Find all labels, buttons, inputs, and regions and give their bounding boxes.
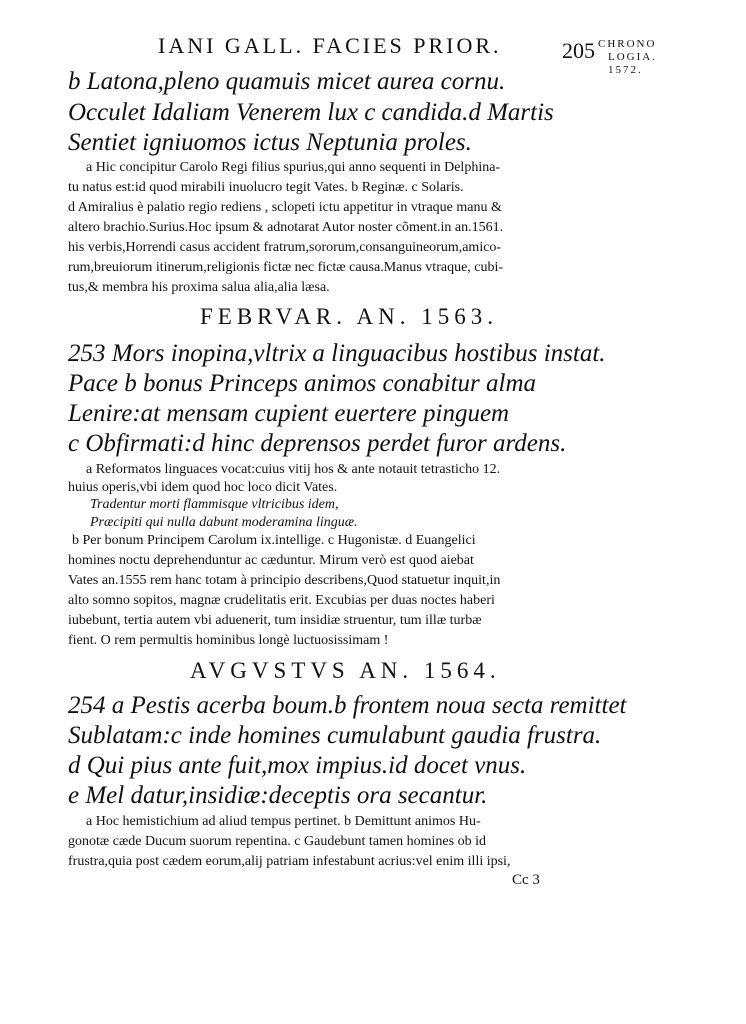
commentary-line: a Hoc hemistichium ad aliud tempus pertinet. b Demittunt animos Hu- xyxy=(86,814,481,829)
verse-line: 254 a Pestis acerba boum.b frontem noua secta remittet xyxy=(68,692,627,719)
commentary-line: rum,breuiorum itinerum,religionis fictæ nec fictæ causa.Manus vtraque, cubi- xyxy=(68,260,504,275)
verse-line: 253 Mors inopina,vltrix a linguacibus hostibus instat. xyxy=(68,340,606,367)
commentary-line: fient. O rem permultis hominibus longè luctuosissimam ! xyxy=(68,633,389,648)
commentary-line: his verbis,Horrendi casus accident fratrum,sororum,consanguineorum,amico- xyxy=(68,240,502,255)
verse-line: Pace b bonus Princeps animos conabitur alma xyxy=(68,370,537,397)
section-heading: FEBRVAR. AN. 1563. xyxy=(200,304,498,329)
commentary-line: huius operis,vbi idem quod hoc loco dicit Vates. xyxy=(68,480,338,495)
commentary-line: b Per bonum Principem Carolum ix.intellige. c Hugonistæ. d Euangelici xyxy=(72,533,476,548)
verse-line: Sentiet igniuomos ictus Neptunia proles. xyxy=(68,129,472,156)
quoted-verse: Tradentur morti flammisque vltricibus idem, xyxy=(90,497,339,512)
commentary-line: tus,& membra his proxima salua alia,alia læsa. xyxy=(68,280,330,295)
commentary-line: Vates an.1555 rem hanc totam à principio describens,Quod statuetur inquit,in xyxy=(68,573,501,588)
quoted-verse: Præcipiti qui nulla dabunt moderamina linguæ. xyxy=(90,515,358,530)
chronologia-marginal xyxy=(598,38,657,77)
signature-mark: Cc 3 xyxy=(512,872,540,888)
commentary-line: tu natus est:id quod mirabili inuolucro tegit Vates. b Reginæ. c Solaris. xyxy=(68,180,464,195)
commentary-line: a Hic concipitur Carolo Regi filius spurius,qui anno sequenti in Delphina- xyxy=(86,160,501,175)
verse-line: Occulet Idaliam Venerem lux c candida.d Martis xyxy=(68,99,554,126)
running-title: IANI GALL. FACIES PRIOR. xyxy=(158,33,502,58)
page-number: 205 xyxy=(562,38,595,63)
commentary-line: alto somno sopitos, magnæ crudelitatis erit. Excubias per duas noctes haberi xyxy=(68,593,495,608)
chrono-line-2: LOGIA. xyxy=(608,51,657,63)
commentary-line: altero brachio.Surius.Hoc ipsum & adnotarat Autor noster cõment.in an.1561. xyxy=(68,220,504,235)
commentary-line: d Amiralius è palatio regio rediens , sclopeti ictu appetitur in vtraque manu & xyxy=(68,200,502,215)
commentary-line: iubebunt, tertia autem vbi aduenerit, tum insidiæ struentur, tum illæ turbæ xyxy=(68,613,482,628)
verse-line: e Mel datur,insidiæ:deceptis ora secantur. xyxy=(68,782,488,809)
commentary-line: frustra,quia post cædem eorum,alij patriam infestabunt acrius:vel enim illi ipsi, xyxy=(68,854,511,869)
chrono-line-3: 1572. xyxy=(608,64,643,76)
section-heading: AVGVSTVS AN. 1564. xyxy=(190,658,501,683)
commentary-line: gonotæ cæde Ducum suorum repentina. c Gaudebunt tamen homines ob id xyxy=(68,834,486,849)
chrono-line-1: CHRONO xyxy=(598,38,657,50)
verse-line: Sublatam:c inde homines cumulabunt gaudia frustra. xyxy=(68,722,602,749)
verse-line: b Latona,pleno quamuis micet aurea cornu. xyxy=(68,68,506,95)
verse-line: Lenire:at mensam cupient euertere pinguem xyxy=(68,400,510,427)
verse-line: c Obfirmati:d hinc deprensos perdet furor ardens. xyxy=(68,430,567,457)
commentary-line: a Reformatos linguaces vocat:cuius vitij hos & ante notauit tetrasticho 12. xyxy=(86,462,501,477)
verse-line: d Qui pius ante fuit,mox impius.id docet vnus. xyxy=(68,752,527,779)
commentary-line: homines noctu deprehenduntur ac cæduntur. Mirum verò est quod aiebat xyxy=(68,553,474,568)
